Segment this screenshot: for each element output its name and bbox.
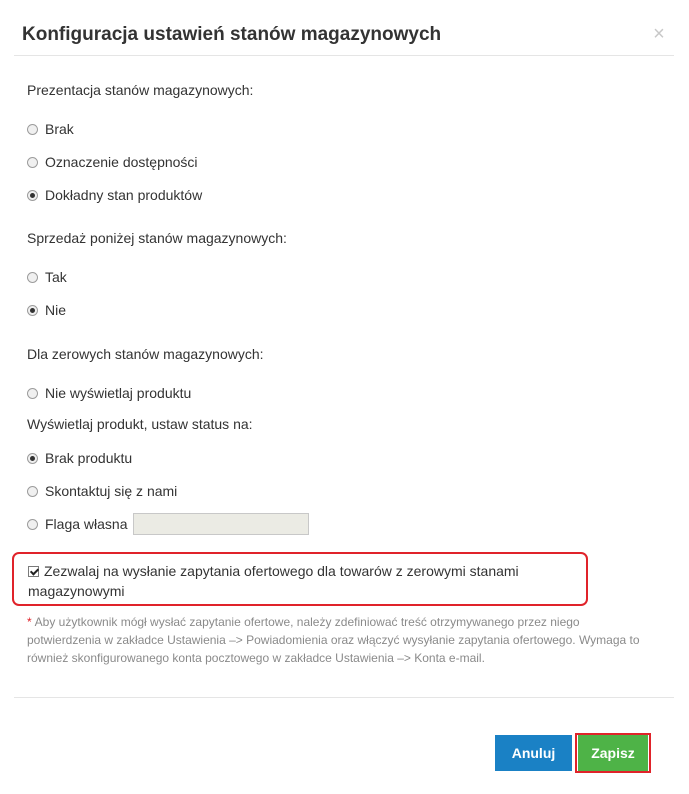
radio-option-flaga-wlasna[interactable] bbox=[27, 512, 309, 536]
radio-label: Oznaczenie dostępności bbox=[45, 154, 198, 170]
radio-label: Brak produktu bbox=[45, 450, 133, 466]
radio-checked-icon[interactable] bbox=[27, 190, 38, 201]
radio-option-oznaczenie-dostepnosci[interactable] bbox=[27, 153, 198, 171]
radio-checked-icon[interactable] bbox=[27, 453, 38, 464]
radio-label: Brak bbox=[45, 121, 74, 137]
cancel-button[interactable]: Anuluj bbox=[495, 735, 572, 771]
custom-flag-input[interactable] bbox=[133, 513, 309, 535]
sale-below-label: Sprzedaż poniżej stanów magazynowych: bbox=[27, 230, 287, 246]
zero-stock-label: Dla zerowych stanów magazynowych: bbox=[27, 346, 264, 362]
required-asterisk: * bbox=[27, 615, 32, 629]
radio-label: Tak bbox=[45, 269, 67, 285]
radio-icon[interactable] bbox=[27, 272, 38, 283]
radio-label: Flaga własna bbox=[45, 516, 128, 532]
close-icon[interactable]: × bbox=[653, 23, 665, 45]
radio-label: Nie bbox=[45, 302, 67, 318]
radio-option-brak[interactable] bbox=[27, 120, 74, 138]
radio-icon[interactable] bbox=[27, 486, 38, 497]
header-divider bbox=[14, 55, 674, 56]
radio-label: Dokładny stan produktów bbox=[45, 187, 203, 203]
radio-icon[interactable] bbox=[27, 157, 38, 168]
checkbox-checked-icon[interactable] bbox=[28, 566, 39, 577]
radio-checked-icon[interactable] bbox=[27, 305, 38, 316]
radio-icon[interactable] bbox=[27, 388, 38, 399]
modal-header bbox=[0, 0, 689, 56]
show-product-label: Wyświetlaj produkt, ustaw status na: bbox=[27, 416, 253, 432]
presentation-label: Prezentacja stanów magazynowych: bbox=[27, 82, 254, 98]
radio-option-dokladny-stan[interactable] bbox=[27, 186, 202, 204]
offer-request-note bbox=[27, 613, 647, 667]
radio-option-nie-wyswietlaj[interactable] bbox=[27, 384, 191, 402]
radio-icon[interactable] bbox=[27, 124, 38, 135]
offer-request-checkbox-row[interactable] bbox=[28, 561, 580, 601]
radio-icon[interactable] bbox=[27, 519, 38, 530]
modal-title: Konfiguracja ustawień stanów magazynowych bbox=[22, 24, 442, 45]
radio-option-brak-produktu[interactable] bbox=[27, 449, 132, 467]
note-text: Aby użytkownik mógł wysłać zapytanie ofertowe, należy zdefiniować treść otrzymywanego przez niego potwierdzenia w zakładce Ustawienia –> Powiadomienia oraz włączyć wysyłanie zapytania ofertowego. Wymaga to również skonfigurowanego konta pocztowego w zakładce Ustawienia –> Konta e-mail. bbox=[27, 615, 640, 665]
radio-option-skontaktuj[interactable] bbox=[27, 482, 177, 500]
radio-option-nie[interactable] bbox=[27, 301, 66, 319]
radio-label: Nie wyświetlaj produktu bbox=[45, 385, 192, 401]
footer-divider bbox=[14, 697, 674, 698]
radio-option-tak[interactable] bbox=[27, 268, 67, 286]
save-button[interactable]: Zapisz bbox=[578, 735, 648, 771]
radio-label: Skontaktuj się z nami bbox=[45, 483, 178, 499]
offer-request-checkbox-label: Zezwalaj na wysłanie zapytania ofertowego dla towarów z zerowymi stanami magazynowymi bbox=[28, 563, 519, 599]
